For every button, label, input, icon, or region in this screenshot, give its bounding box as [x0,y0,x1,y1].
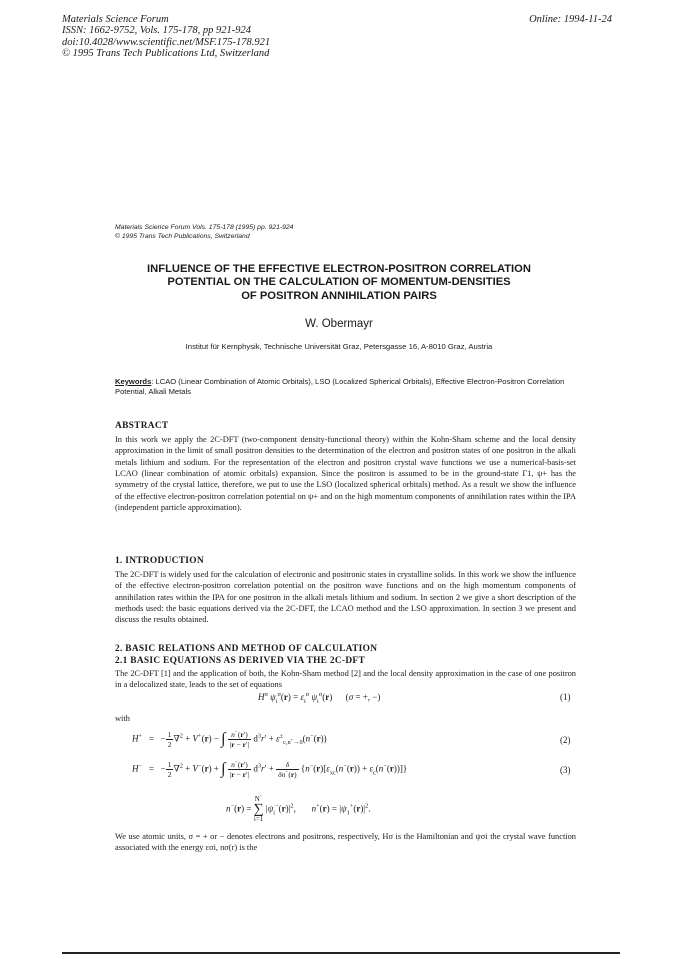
with-text: with [115,714,130,723]
keywords [115,377,577,397]
density-equation: n−(r) = N− ∑ i=1 $|\psi_i^-(r)|^2$, $n^+(r) = |\psi_1^+(r)|^2$. [226,794,371,823]
equation-number: (1) [560,692,571,702]
issn-line: ISSN: 1662-9752, Vols. 175-178, pp 921-924 [62,25,251,37]
equation-number: (3) [560,765,571,775]
paper-title [80,263,598,303]
introduction-text: The 2C-DFT is widely used for the calculation of electronic and positronic states in crystalline solids. In this work we show the influence of the effective electron-positron correlation potential on the positron wave functions and on the high momentum components of annihilation rates within the IPA for one positron in the alkali metals lithium and sodium. In section 2 we give a short description of the methods used: the basic equations derived via the 2C-DFT, the LCAO method and the LSO approximation. In section 3 we present and discuss the results obtained. [115,570,576,625]
equation-number: (2) [560,735,571,745]
inner-ref-line: Materials Science Forum Vols. 175-178 (1995) pp. 921-924 [115,224,294,231]
section2-heading: 2. BASIC RELATIONS AND METHOD OF CALCULATION [115,644,378,654]
footer-rule [62,952,620,954]
abstract-text: In this work we apply the 2C-DFT (two-component density-functional theory) within the Kohn-Sham scheme and the local density approximation in the limit of small positron densities to the determination of the electron and positron states of one positron in the alkali metals lithium and sodium. For the representation of the electron and positron crystal wave functions we use a numerical-basis-set LCAO (linear combination of atomic orbitals) expansion. Since the positron is assumed to be in the ground-state Γ1, ψ+ has the symmetry of the crystal lattice, therefore, we put to use the LSO (localized spherical orbitals) method. As a result we show the influence of the effective electron-positron correlation potential on ψ+ and on the high momentum components of annihilation rates within the IPA (independent particle approximation). [115,435,576,513]
inner-copyright: © 1995 Trans Tech Publications, Switzerland [115,233,250,240]
introduction-heading: 1. INTRODUCTION [115,556,204,566]
title-line: POTENTIAL ON THE CALCULATION OF MOMENTUM-DENSITIES [167,276,511,289]
title-line: OF POSITRON ANNIHILATION PAIRS [241,289,437,302]
doi-line: doi:10.4028/www.scientific.net/MSF.175-178.921 [62,36,271,48]
equation-3: H− = − $\frac{1}{2}$ ∇$^2$ + V−(r) + ∫ $\frac{n^-(r')}{|r - r'|}$ $d^3r'$ + $\frac{\delta}{\delta n^-(r)}$ $\{n^-(r)[\varepsilon_{xc}(n^-(r)) + \varepsilon_c(n^-(r))]\}$ [132,759,408,779]
inner-header [115,223,293,241]
keywords-text: : LCAO (Linear Combination of Atomic Orbitals), LSO (Localized Spherical Orbitals), Effective Electron-Positron Correlation Potential, Alkali Metals [115,377,565,396]
publisher-copyright: © 1995 Trans Tech Publications Ltd, Switzerland [62,48,270,60]
keywords-label: Keywords [115,377,152,386]
online-date: Online: 1994-11-24 [529,14,612,25]
affiliation: Institut für Kernphysik, Technische Universität Graz, Petersgasse 16, A-8010 Graz, Austria [185,342,493,351]
journal-name: Materials Science Forum [62,14,169,25]
equation-1: $H^\sigma$ $\psi_i^\sigma(r) = \varepsilon_i^\sigma$ $\psi_i^\sigma(r)$ (σ = +, −) [258,691,381,705]
abstract-heading: ABSTRACT [115,421,169,431]
section2-text: The 2C-DFT [1] and the application of both, the Kohn-Sham method [2] and the local density approximation in the case of one positron in a delocalized state, leads to the set of equations [115,669,576,690]
equation-2: H+ = − $\frac{1}{2}$ ∇$^2$ + V+(r) − ∫ $\frac{n^-(r')}{|r - r'|}$ $d^3r' + \varepsilon^\pm_{c,n^+\to 0}(n^-(r))$ [132,729,327,749]
section2-subheading: 2.1 BASIC EQUATIONS AS DERIVED VIA THE 2C-DFT [115,656,366,666]
section2-after-text: We use atomic units, σ = + or − denotes electrons and positrons, respectively, Hσ is the Hamiltonian and ψσi the crystal wave function associated with the energy εσi, nσ(r) is the [115,832,576,853]
author: W. Obermayr [305,318,373,330]
title-line: INFLUENCE OF THE EFFECTIVE ELECTRON-POSITRON CORRELATION [147,263,531,275]
page-header-left [62,14,482,60]
